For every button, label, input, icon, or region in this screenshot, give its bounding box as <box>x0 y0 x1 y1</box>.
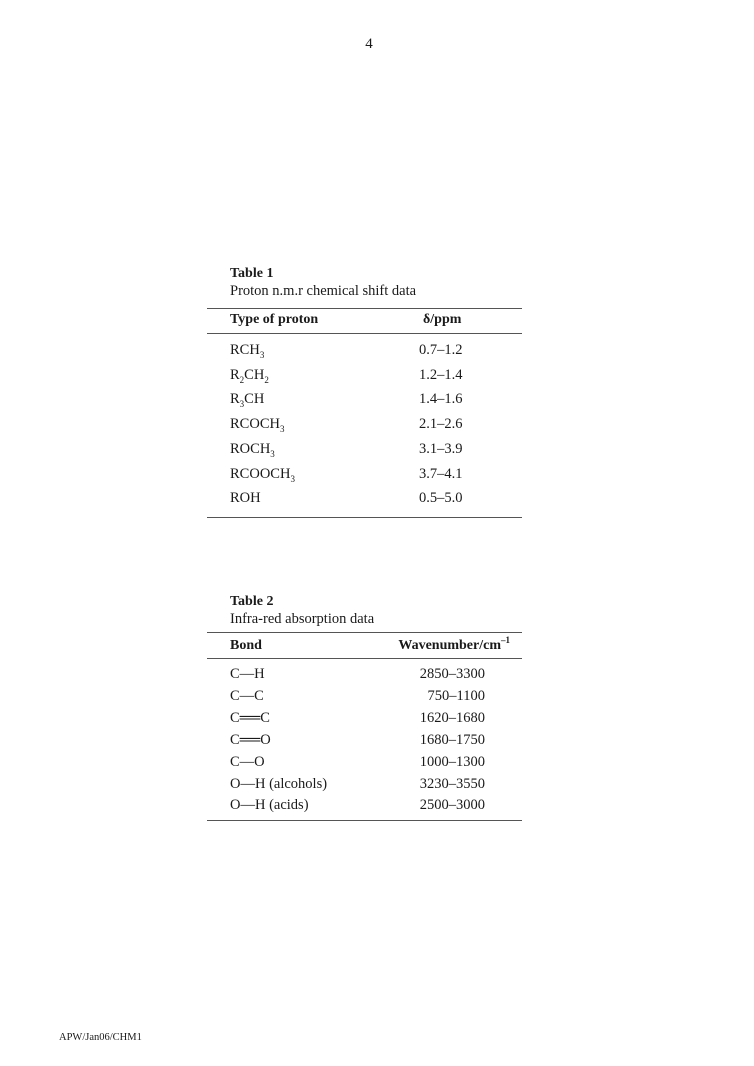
chemical-shift-cell: 2.1–2.6 <box>419 416 463 433</box>
table-1-header-rule <box>207 333 522 334</box>
wavenumber-cell: 1000–1300 <box>419 753 485 770</box>
table-row <box>207 796 522 816</box>
table-row <box>207 753 522 773</box>
proton-type-prefix: R <box>230 391 240 408</box>
proton-type-subscript: 3 <box>290 473 295 484</box>
table-row <box>207 731 522 751</box>
bond-cell: C══O <box>230 731 271 748</box>
wavenumber-cell: 2500–3000 <box>419 797 485 814</box>
table-1-header-shift: δ/ppm <box>423 312 462 327</box>
table-row <box>207 687 522 707</box>
bond-cell: C—O <box>230 753 265 770</box>
table-2-label: Table 2 <box>230 594 274 609</box>
wavenumber-unit: Wavenumber/cm <box>398 638 501 653</box>
bond-cell: O—H (alcohols) <box>230 775 328 792</box>
chemical-shift-cell: 0.5–5.0 <box>419 490 463 507</box>
proton-type-main: RCOOCH <box>230 465 291 482</box>
table-2-header-bond: Bond <box>230 638 262 653</box>
table-1-label: Table 1 <box>230 266 274 281</box>
table-row <box>207 415 522 435</box>
proton-type-cell <box>230 366 269 384</box>
table-1-header-type: Type of proton <box>230 312 319 327</box>
chemical-shift-cell: 1.4–1.6 <box>419 391 463 408</box>
proton-type-main: ROCH <box>230 440 271 457</box>
bond-cell: O—H (acids) <box>230 797 309 814</box>
proton-type-main: ROH <box>230 490 261 507</box>
table-row <box>207 489 522 509</box>
table-1-caption: Proton n.m.r chemical shift data <box>230 283 417 299</box>
table-2-top-rule <box>207 632 522 633</box>
chemical-shift-cell: 3.7–4.1 <box>419 465 463 482</box>
table-2-caption: Infra-red absorption data <box>230 611 375 627</box>
wavenumber-cell: 2850–3300 <box>419 666 485 682</box>
proton-type-main: RCH <box>230 342 260 358</box>
table-row <box>207 709 522 729</box>
wavenumber-cell: 1620–1680 <box>419 709 485 726</box>
table-2-header-wavenumber <box>398 635 510 654</box>
table-1-bottom-rule <box>207 517 522 518</box>
proton-type-subscript: 3 <box>270 448 275 459</box>
table-row <box>207 775 522 795</box>
bond-cell: C—C <box>230 687 264 704</box>
proton-type-cell <box>230 415 284 433</box>
chemical-shift-cell: 0.7–1.2 <box>419 342 463 358</box>
table-row <box>207 341 522 361</box>
table-2-header-rule <box>207 658 522 659</box>
table-row <box>207 366 522 386</box>
table-2-bottom-rule <box>207 820 522 821</box>
chemical-shift-cell: 1.2–1.4 <box>419 366 463 383</box>
table-row <box>207 665 522 685</box>
chemical-shift-cell: 3.1–3.9 <box>419 440 463 457</box>
table-1-top-rule <box>207 308 522 309</box>
proton-type-subscript: 3 <box>259 350 265 360</box>
proton-type-cell <box>230 440 275 458</box>
wavenumber-cell: 750–1100 <box>427 687 485 704</box>
proton-type-subscript: 3 <box>279 424 285 435</box>
bond-cell: C══C <box>230 709 270 726</box>
proton-type-subscript: 2 <box>264 374 269 385</box>
bond-cell: C—H <box>230 666 265 682</box>
wavenumber-cell: 3230–3550 <box>419 775 485 792</box>
table-row <box>207 390 522 410</box>
proton-type-cell <box>230 390 264 408</box>
proton-type-main: CH <box>244 391 265 408</box>
wavenumber-exponent: –1 <box>501 635 510 645</box>
proton-type-main: RCOCH <box>230 416 280 433</box>
proton-type-main: CH <box>244 366 265 383</box>
proton-type-cell <box>230 489 261 507</box>
table-row <box>207 465 522 485</box>
table-row <box>207 440 522 460</box>
proton-type-cell <box>230 341 264 359</box>
proton-type-prefix-subscript: 3 <box>239 399 245 410</box>
proton-type-prefix: R <box>230 366 240 383</box>
wavenumber-cell: 1680–1750 <box>419 731 485 748</box>
proton-type-cell <box>230 465 295 483</box>
proton-type-prefix-subscript: 2 <box>239 374 245 385</box>
document-reference-footer: APW/Jan06/CHM1 <box>59 1032 142 1043</box>
page-number: 4 <box>365 36 373 52</box>
